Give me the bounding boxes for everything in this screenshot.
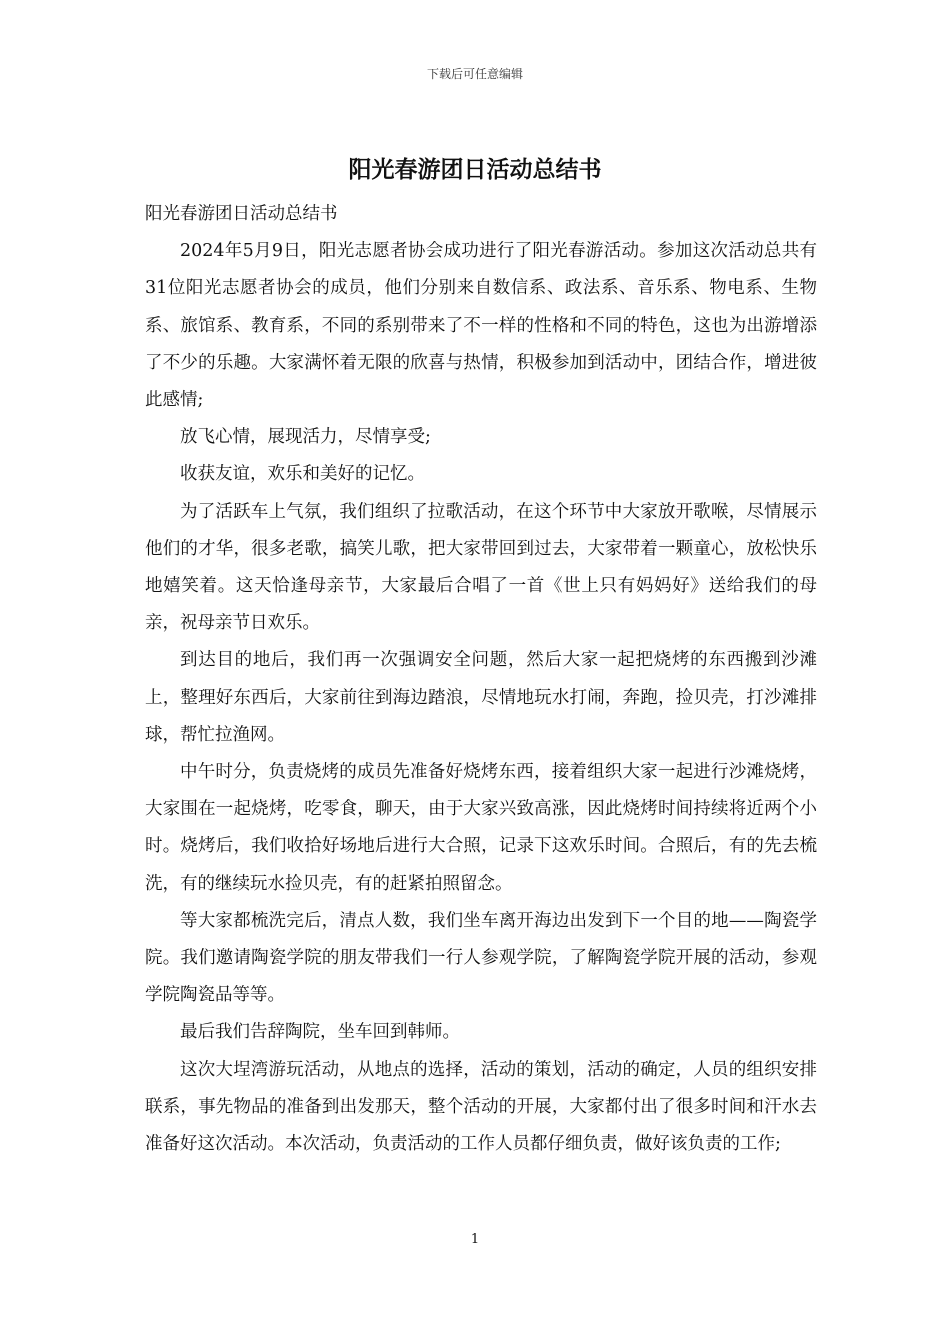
- body-paragraph: 到达目的地后，我们再一次强调安全问题，然后大家一起把烧烤的东西搬到沙滩上，整理好东西后，大家前往到海边踏浪，尽情地玩水打闹，奔跑，捡贝壳，打沙滩排球，帮忙拉渔网。: [145, 650, 817, 745]
- document-body: [145, 196, 817, 1163]
- body-paragraph: 中午时分，负责烧烤的成员先准备好烧烤东西，接着组织大家一起进行沙滩烧烤，大家围在一起烧烤，吃零食，聊天，由于大家兴致高涨，因此烧烤时间持续将近两个小时。烧烤后，我们收拾好场地后进行大合照，记录下这欢乐时间。合照后，有的先去梳洗，有的继续玩水捡贝壳，有的赶紧拍照留念。: [145, 762, 817, 894]
- body-paragraph: 这次大埕湾游玩活动，从地点的选择，活动的策划，活动的确定，人员的组织安排联系，事先物品的准备到出发那天，整个活动的开展，大家都付出了很多时间和汗水去准备好这次活动。本次活动，负责活动的工作人员都仔细负责，做好该负责的工作;: [145, 1059, 817, 1155]
- body-paragraph: 2024年5月9日，阳光志愿者协会成功进行了阳光春游活动。参加这次活动总共有31位阳光志愿者协会的成员，他们分别来自数信系、政法系、音乐系、物电系、生物系、旅馆系、教育系，不同的系别带来了不一样的性格和不同的特色，这也为出游增添了不少的乐趣。大家满怀着无限的欣喜与热情，积极参加到活动中，团结合作，增进彼此感情;: [145, 241, 817, 411]
- body-paragraph: 收获友谊，欢乐和美好的记忆。: [180, 464, 425, 485]
- page-number: 1: [470, 1232, 480, 1247]
- subtitle-paragraph: 阳光春游团日活动总结书: [145, 204, 338, 224]
- body-paragraph: 为了活跃车上气氛，我们组织了拉歌活动，在这个环节中大家放开歌喉，尽情展示他们的才华，很多老歌，搞笑儿歌，把大家带回到过去，大家带着一颗童心，放松快乐地嬉笑着。这天恰逢母亲节，大家最后合唱了一首《世上只有妈妈好》送给我们的母亲，祝母亲节日欢乐。: [145, 501, 817, 634]
- body-paragraph: 最后我们告辞陶院，坐车回到韩师。: [180, 1022, 460, 1043]
- body-paragraph: 等大家都梳洗完后，清点人数，我们坐车离开海边出发到下一个目的地——陶瓷学院。我们邀请陶瓷学院的朋友带我们一行人参观学院，了解陶瓷学院开展的活动，参观学院陶瓷品等等。: [145, 910, 817, 1006]
- body-paragraph: 放飞心情，展现活力，尽情享受;: [180, 427, 431, 448]
- page-header-note: 下载后可任意编辑: [426, 67, 523, 81]
- document-title: 阳光春游团日活动总结书: [348, 156, 602, 183]
